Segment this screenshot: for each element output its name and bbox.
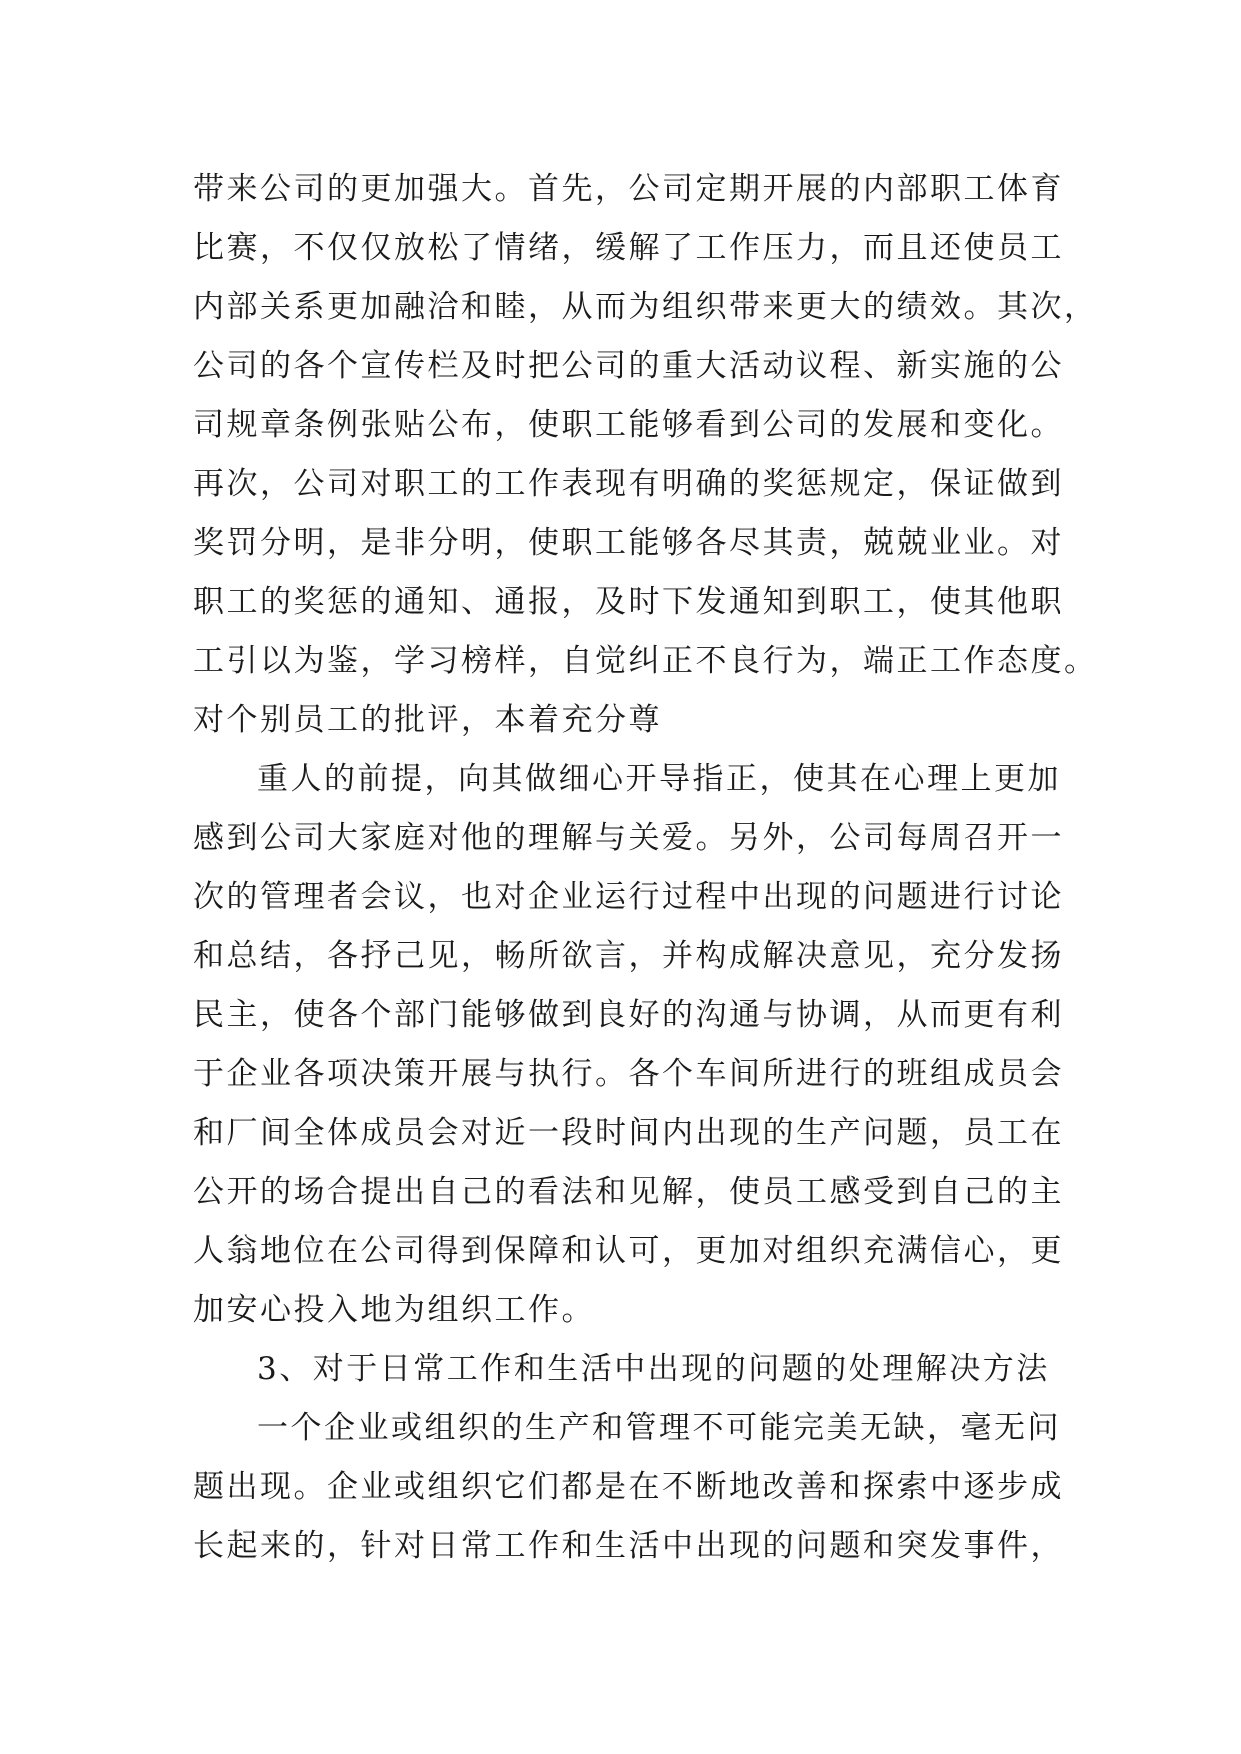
text-line: 加安心投入地为组织工作。 — [193, 1292, 595, 1328]
text-line: 公开的场合提出自己的看法和见解，使员工感受到自己的主 — [193, 1174, 1064, 1210]
text-line: 和厂间全体成员会对近一段时间内出现的生产问题，员工在 — [193, 1115, 1064, 1151]
text-line: 带来公司的更加强大。首先，公司定期开展的内部职工体育 — [193, 171, 1064, 207]
text-line: 人翁地位在公司得到保障和认可，更加对组织充满信心，更 — [193, 1233, 1064, 1269]
text-line: 对个别员工的批评，本着充分尊 — [193, 702, 662, 738]
text-line: 长起来的，针对日常工作和生活中出现的问题和突发事件， — [193, 1528, 1064, 1564]
text-line: 民主，使各个部门能够做到良好的沟通与协调，从而更有利 — [193, 997, 1064, 1033]
text-line: 工引以为鉴，学习榜样，自觉纠正不良行为，端正工作态度。 — [193, 643, 1098, 679]
paragraph-start-line: 重人的前提，向其做细心开导指正，使其在心理上更加 — [257, 761, 1061, 797]
text-line: 司规章条例张贴公布，使职工能够看到公司的发展和变化。 — [193, 407, 1064, 443]
text-line: 次的管理者会议，也对企业运行过程中出现的问题进行讨论 — [193, 879, 1064, 915]
text-line: 内部关系更加融洽和睦，从而为组织带来更大的绩效。其次， — [193, 289, 1098, 325]
document-body — [193, 160, 1098, 1576]
text-line: 感到公司大家庭对他的理解与关爱。另外，公司每周召开一 — [193, 820, 1064, 856]
text-line: 奖罚分明，是非分明，使职工能够各尽其责，兢兢业业。对 — [193, 525, 1064, 561]
text-line: 比赛，不仅仅放松了情绪，缓解了工作压力，而且还使员工 — [193, 230, 1064, 266]
text-line: 于企业各项决策开展与执行。各个车间所进行的班组成员会 — [193, 1056, 1064, 1092]
section-heading: 3、对于日常工作和生活中出现的问题的处理解决方法 — [257, 1351, 1050, 1387]
text-line: 和总结，各抒己见，畅所欲言，并构成解决意见，充分发扬 — [193, 938, 1064, 974]
text-line: 职工的奖惩的通知、通报，及时下发通知到职工，使其他职 — [193, 584, 1064, 620]
text-line: 再次，公司对职工的工作表现有明确的奖惩规定，保证做到 — [193, 466, 1064, 502]
paragraph-start-line: 一个企业或组织的生产和管理不可能完美无缺，毫无问 — [257, 1410, 1061, 1446]
text-line: 公司的各个宣传栏及时把公司的重大活动议程、新实施的公 — [193, 348, 1064, 384]
text-line: 题出现。企业或组织它们都是在不断地改善和探索中逐步成 — [193, 1469, 1064, 1505]
